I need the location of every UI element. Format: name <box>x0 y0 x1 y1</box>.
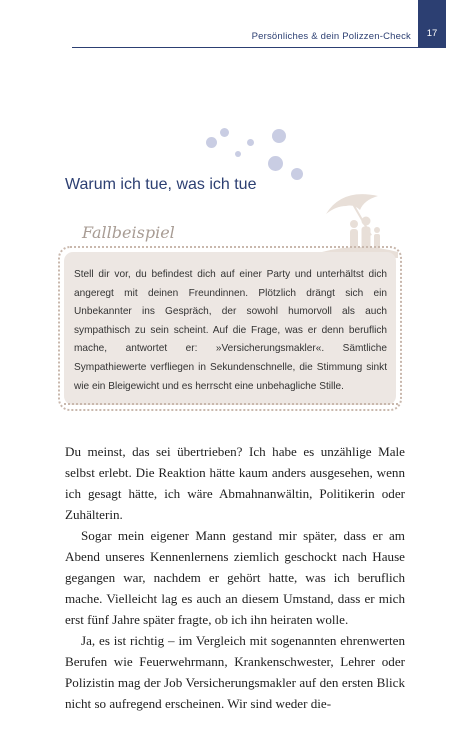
bubble-icon <box>291 168 303 180</box>
decorative-bubbles <box>0 0 471 200</box>
running-header: Persönliches & dein Polizzen-Check <box>251 31 411 42</box>
body-paragraph: Du meinst, das sei übertrieben? Ich habe es unzählige Male selbst erlebt. Die Reaktion hätte kaum anders ausgesehen, wenn ich gesagt hätte, ich wäre Abmahnanwältin, Politikerin oder Zuhälterin. <box>65 444 405 522</box>
page-number-tab <box>418 0 446 48</box>
case-study-label: Fallbeispiel <box>76 223 181 242</box>
bubble-icon <box>235 151 241 157</box>
header-rule <box>72 47 418 48</box>
body-paragraph: Ja, es ist richtig – im Vergleich mit sogenannten ehrenwerten Berufen wie Feuerwehrmann, Krankenschwester, Lehrer oder Polizistin mag der Job Versicherungsmakler auf den ersten Blick nicht so aufregend erscheinen. Wir sind weder die- <box>65 633 405 711</box>
body-paragraph: Sogar mein eigener Mann gestand mir später, dass er am Abend unseres Kennenlernens ziemlich geschockt nach Hause gegangen war, nachdem er gehört hatte, was ich beruflich mache. Vielleicht lag es auch an diesem Umstand, dass er mich erst fünf Jahre später fragte, ob ich ihn heiraten wolle. <box>65 528 405 627</box>
bubble-icon <box>220 128 229 137</box>
bubble-icon <box>206 137 217 148</box>
page-number: 17 <box>426 28 438 39</box>
bubble-icon <box>247 139 254 146</box>
case-study-text: Stell dir vor, du befindest dich auf einer Party und unterhältst dich angeregt mit deinen Freundinnen. Plötzlich drängt sich ein Unbekannter ins Gespräch, der sowohl humorvoll als auch sympathisch zu sein scheint. Auf die Frage, was er denn beruflich mache, antwortet er: »Versicherungsmakler«. Sämtliche Sympathiewerte verfliegen in Sekundenschnelle, die Stimmung sinkt wie ein Bleigewicht und es herrscht eine unbehagliche Stille. <box>74 269 387 392</box>
bubble-icon <box>272 129 286 143</box>
body-text <box>65 441 405 714</box>
bubble-icon <box>268 156 283 171</box>
dotted-divider <box>64 403 398 417</box>
section-heading: Warum ich tue, was ich tue <box>65 176 257 193</box>
